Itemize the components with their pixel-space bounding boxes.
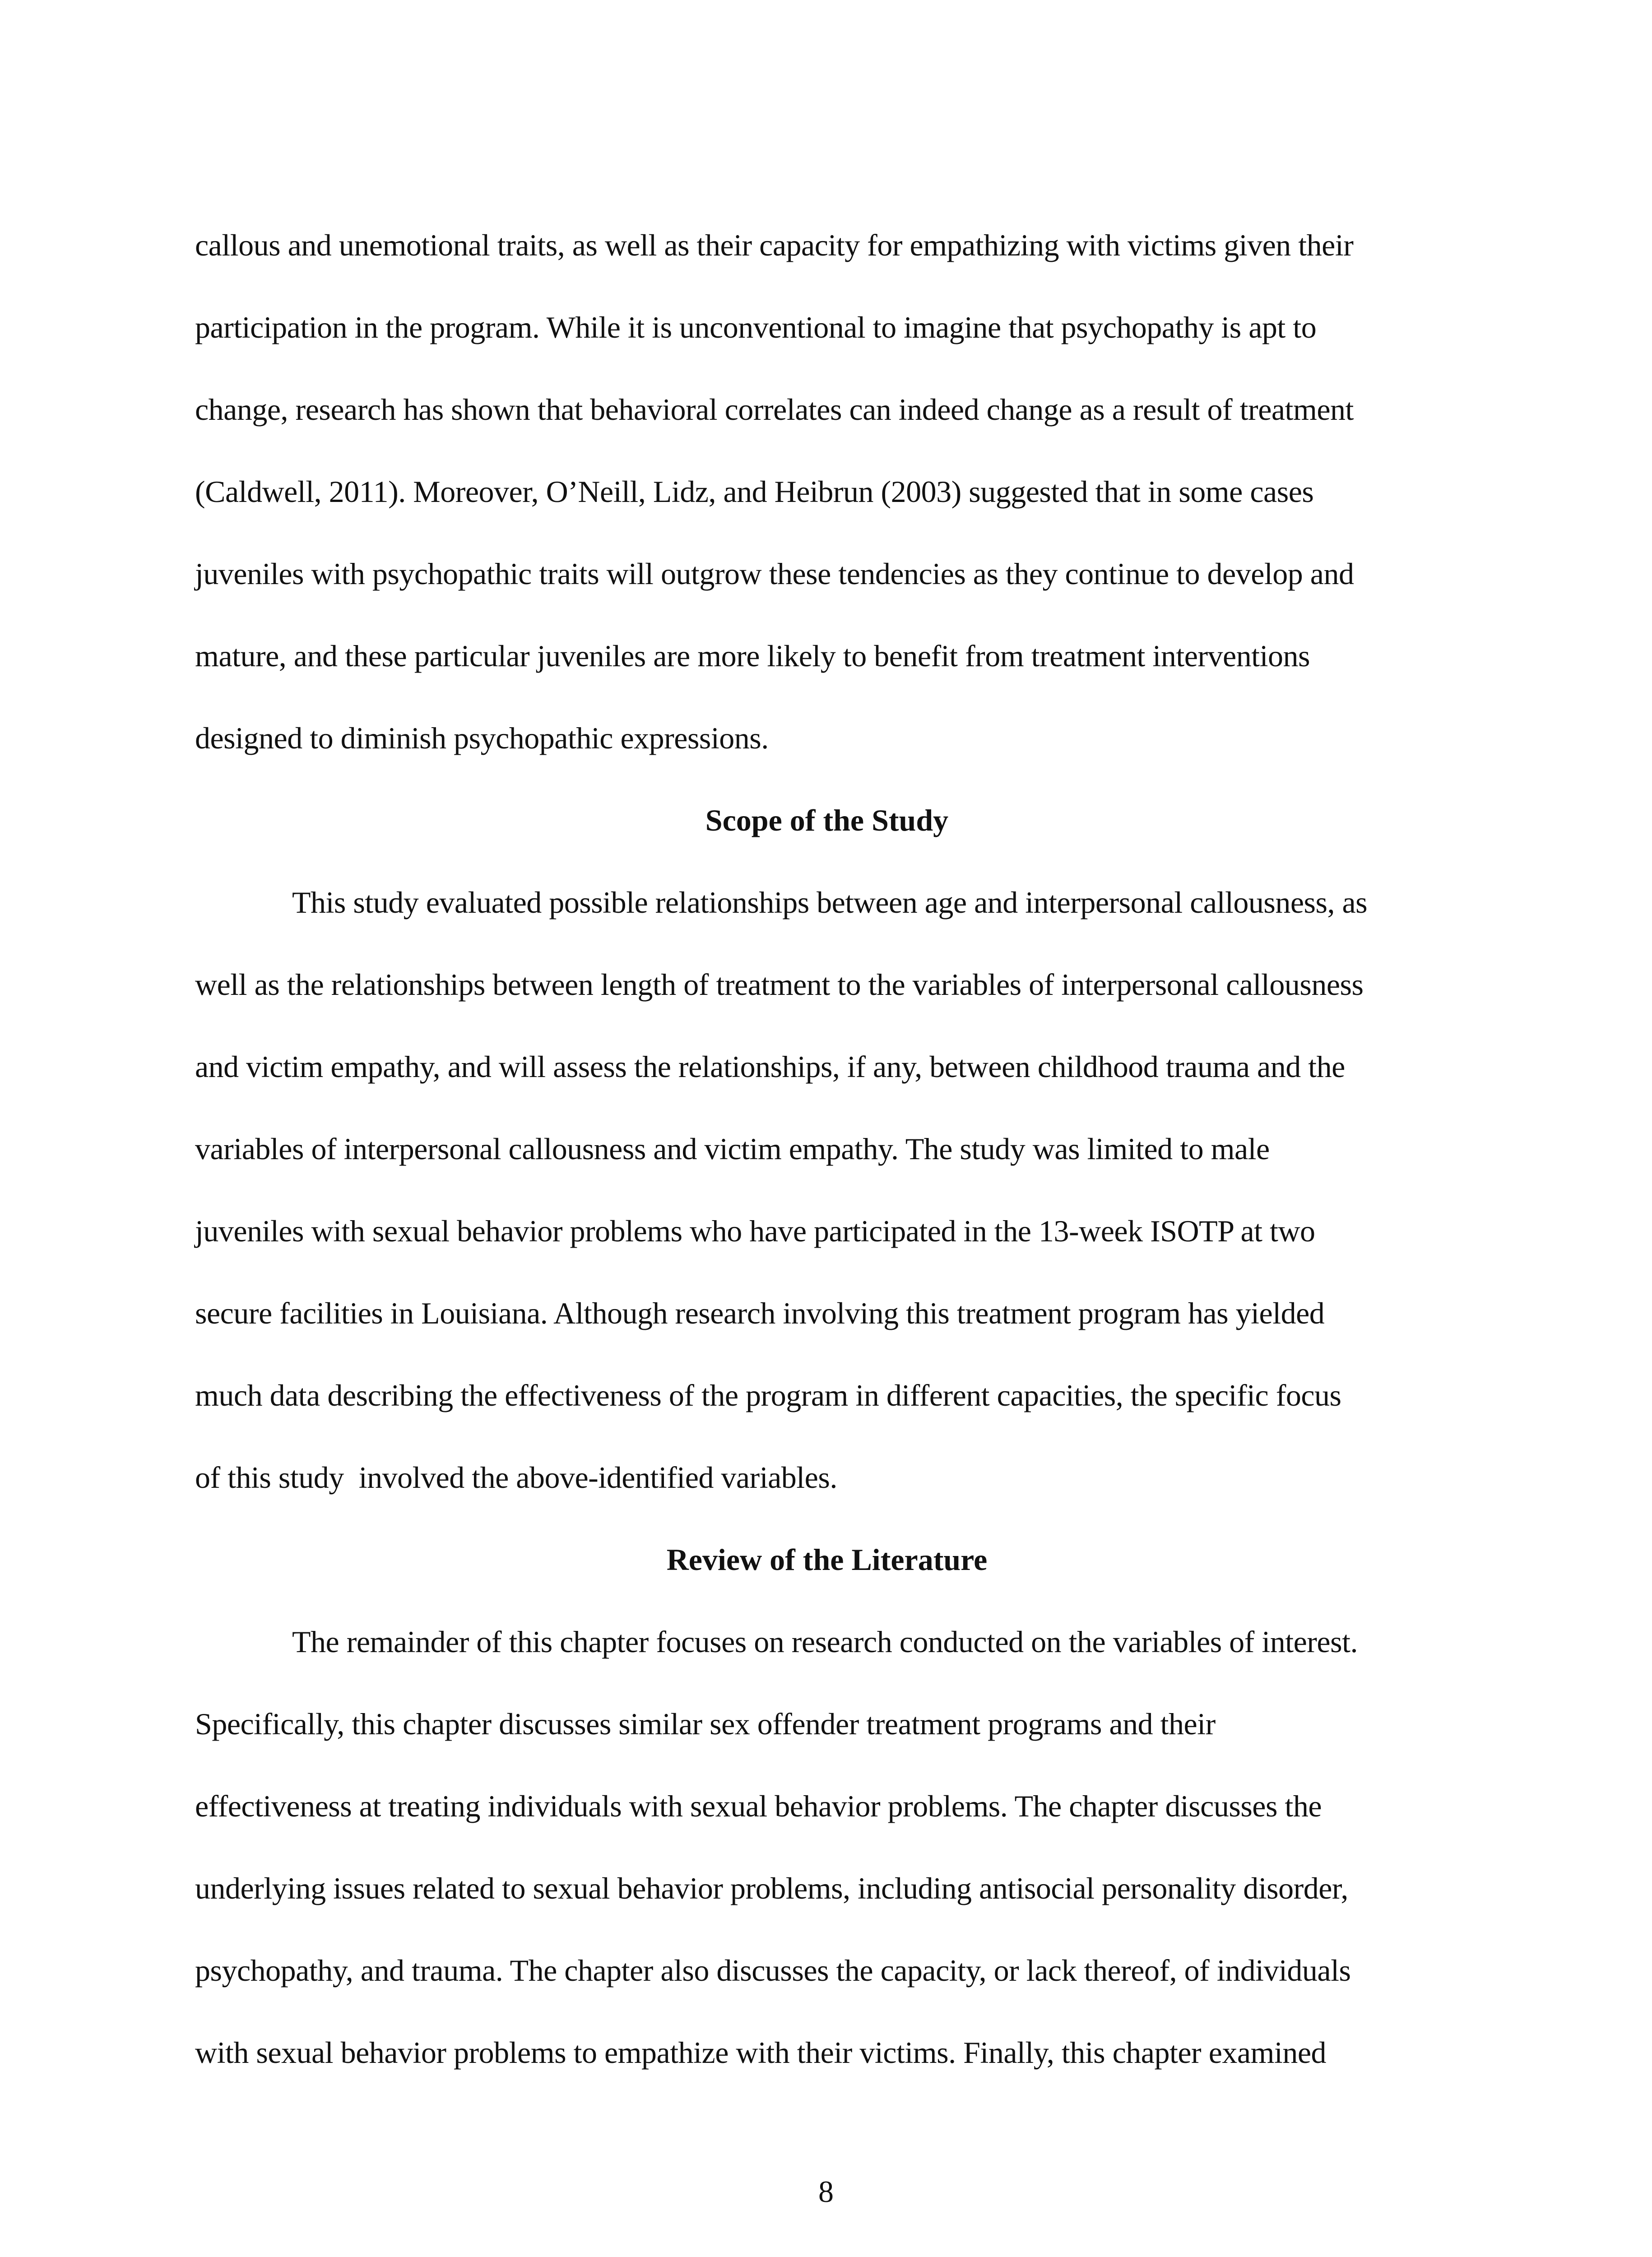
body-line: The remainder of this chapter focuses on research conducted on the variables of interest. xyxy=(292,1625,1358,1659)
body-line: and victim empathy, and will assess the relationships, if any, between childhood trauma and the xyxy=(195,1050,1345,1084)
body-line: with sexual behavior problems to empathize with their victims. Finally, this chapter examined xyxy=(195,2035,1327,2070)
body-line: juveniles with sexual behavior problems who have participated in the 13-week ISOTP at two xyxy=(195,1214,1315,1248)
body-line: This study evaluated possible relationships between age and interpersonal callousness, as xyxy=(292,885,1368,920)
body-line: participation in the program. While it is unconventional to imagine that psychopathy is apt to xyxy=(195,310,1317,344)
body-line: psychopathy, and trauma. The chapter also discusses the capacity, or lack thereof, of individuals xyxy=(195,1953,1351,1988)
section-heading-scope: Scope of the Study xyxy=(705,803,949,837)
body-line: juveniles with psychopathic traits will outgrow these tendencies as they continue to develop and xyxy=(195,557,1354,591)
document-body xyxy=(195,204,1459,2094)
body-line: underlying issues related to sexual behavior problems, including antisocial personality disorder, xyxy=(195,1871,1348,1905)
body-line: change, research has shown that behavioral correlates can indeed change as a result of treatment xyxy=(195,392,1354,427)
body-line: Specifically, this chapter discusses similar sex offender treatment programs and their xyxy=(195,1707,1216,1741)
body-line: effectiveness at treating individuals with sexual behavior problems. The chapter discusses the xyxy=(195,1789,1322,1823)
body-line: of this study involved the above-identified variables. xyxy=(195,1460,837,1495)
body-line: well as the relationships between length of treatment to the variables of interpersonal callousness xyxy=(195,967,1364,1002)
body-line: much data describing the effectiveness of the program in different capacities, the specific focus xyxy=(195,1378,1341,1412)
page-number: 8 xyxy=(818,2174,834,2209)
body-line: (Caldwell, 2011). Moreover, O’Neill, Lidz, and Heibrun (2003) suggested that in some cases xyxy=(195,474,1314,509)
body-line: designed to diminish psychopathic expressions. xyxy=(195,721,769,755)
section-heading-literature: Review of the Literature xyxy=(666,1542,988,1577)
body-line: mature, and these particular juveniles are more likely to benefit from treatment interventions xyxy=(195,639,1310,673)
body-line: variables of interpersonal callousness and victim empathy. The study was limited to male xyxy=(195,1132,1270,1166)
body-line: secure facilities in Louisiana. Although research involving this treatment program has yielded xyxy=(195,1296,1325,1330)
body-line: callous and unemotional traits, as well as their capacity for empathizing with victims given their xyxy=(195,228,1354,262)
